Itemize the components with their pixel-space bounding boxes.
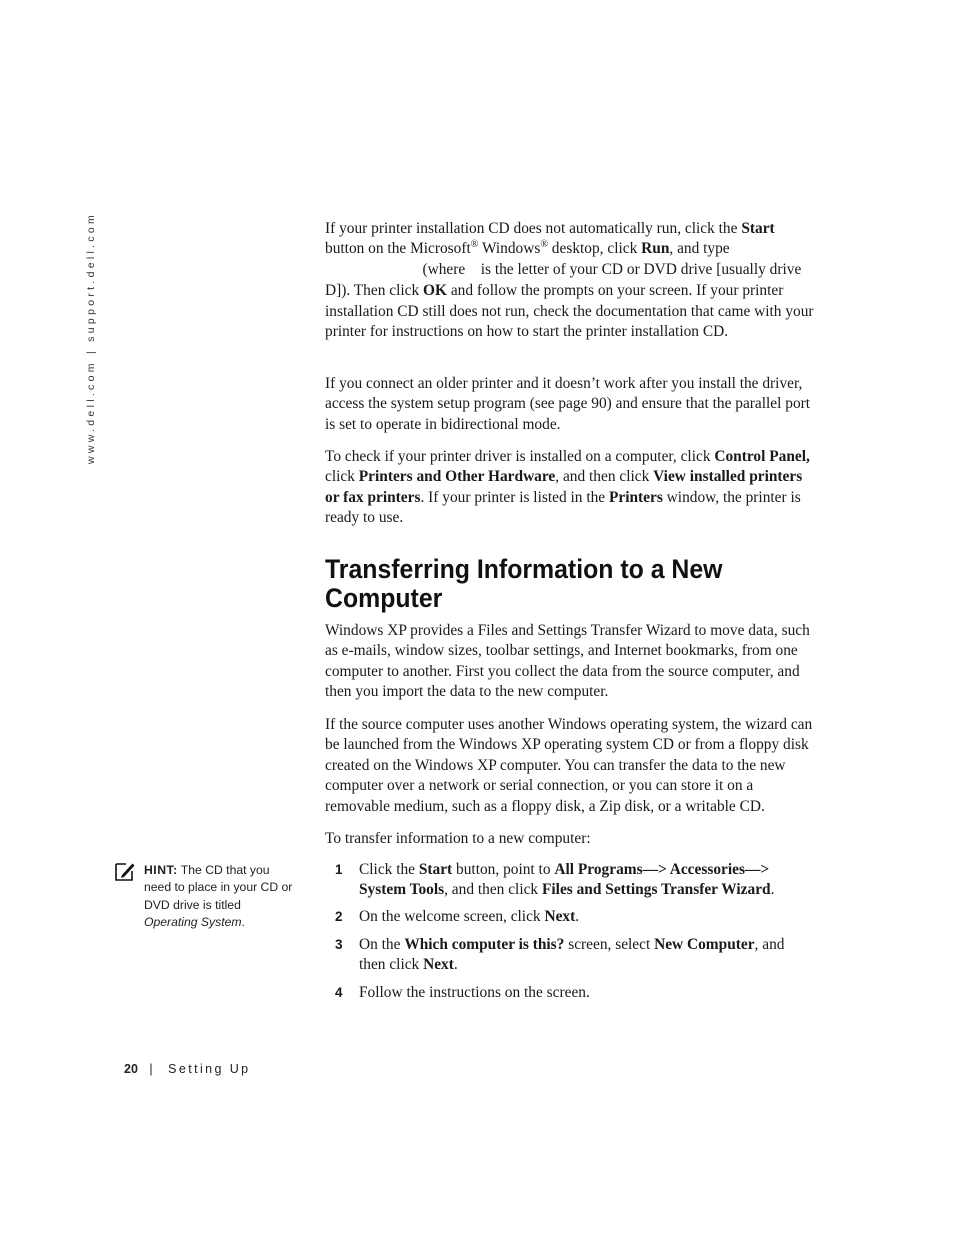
page-footer [124, 1062, 251, 1076]
paragraph-transfer-intro: To transfer information to a new computer: [325, 830, 591, 847]
footer-section-title: Setting Up [168, 1062, 251, 1076]
sidebar-url: www.dell.com | support.dell.com [85, 211, 97, 464]
hint-note: HINT: The CD that you need to place in your CD or DVD drive is titled Operating System. [144, 863, 293, 929]
page-number: 20 [124, 1062, 138, 1076]
paragraph-printer-cd: If your printer installation CD does not automatically run, click the Start button on the Microsoft® Windows® desktop, click Run, and type (where is the letter of your CD or DVD drive [usually drive D]). Then click OK and follow the prompts on your screen. If your printer installation CD still does not run, check the documentation that came with your printer for instructions on how to start the printer installation CD. [325, 220, 814, 341]
note-pencil-icon [114, 860, 136, 882]
footer-separator: | [149, 1062, 153, 1076]
section-heading: Transferring Information to a New Computer [325, 554, 723, 613]
paragraph-transfer-wizard: Windows XP provides a Files and Settings Transfer Wizard to move data, such as e-mails, window sizes, toolbar settings, and Internet bookmarks, from one computer to another. First you collect the data from the source computer, and then you import the data to the new computer. [325, 622, 810, 701]
paragraph-older-printer: If you connect an older printer and it doesn’t work after you install the driver, access the system setup program (see page 90) and ensure that the parallel port is set to operate in bidirectional mode. [325, 375, 811, 433]
paragraph-check-driver: To check if your printer driver is installed on a computer, click Control Panel, click Printers and Other Hardware, and then click View installed printers or fax printers. If your printer is listed in the Printers window, the printer is ready to use. [325, 448, 810, 527]
paragraph-source-computer: If the source computer uses another Windows operating system, the wizard can be launched from the Windows XP operating system CD or from a floppy disk created on the Windows XP computer. You can transfer the data to the new computer over a network or serial connection, or you can store it on a removable medium, such as a floppy disk, a Zip disk, or a writable CD. [325, 716, 813, 815]
